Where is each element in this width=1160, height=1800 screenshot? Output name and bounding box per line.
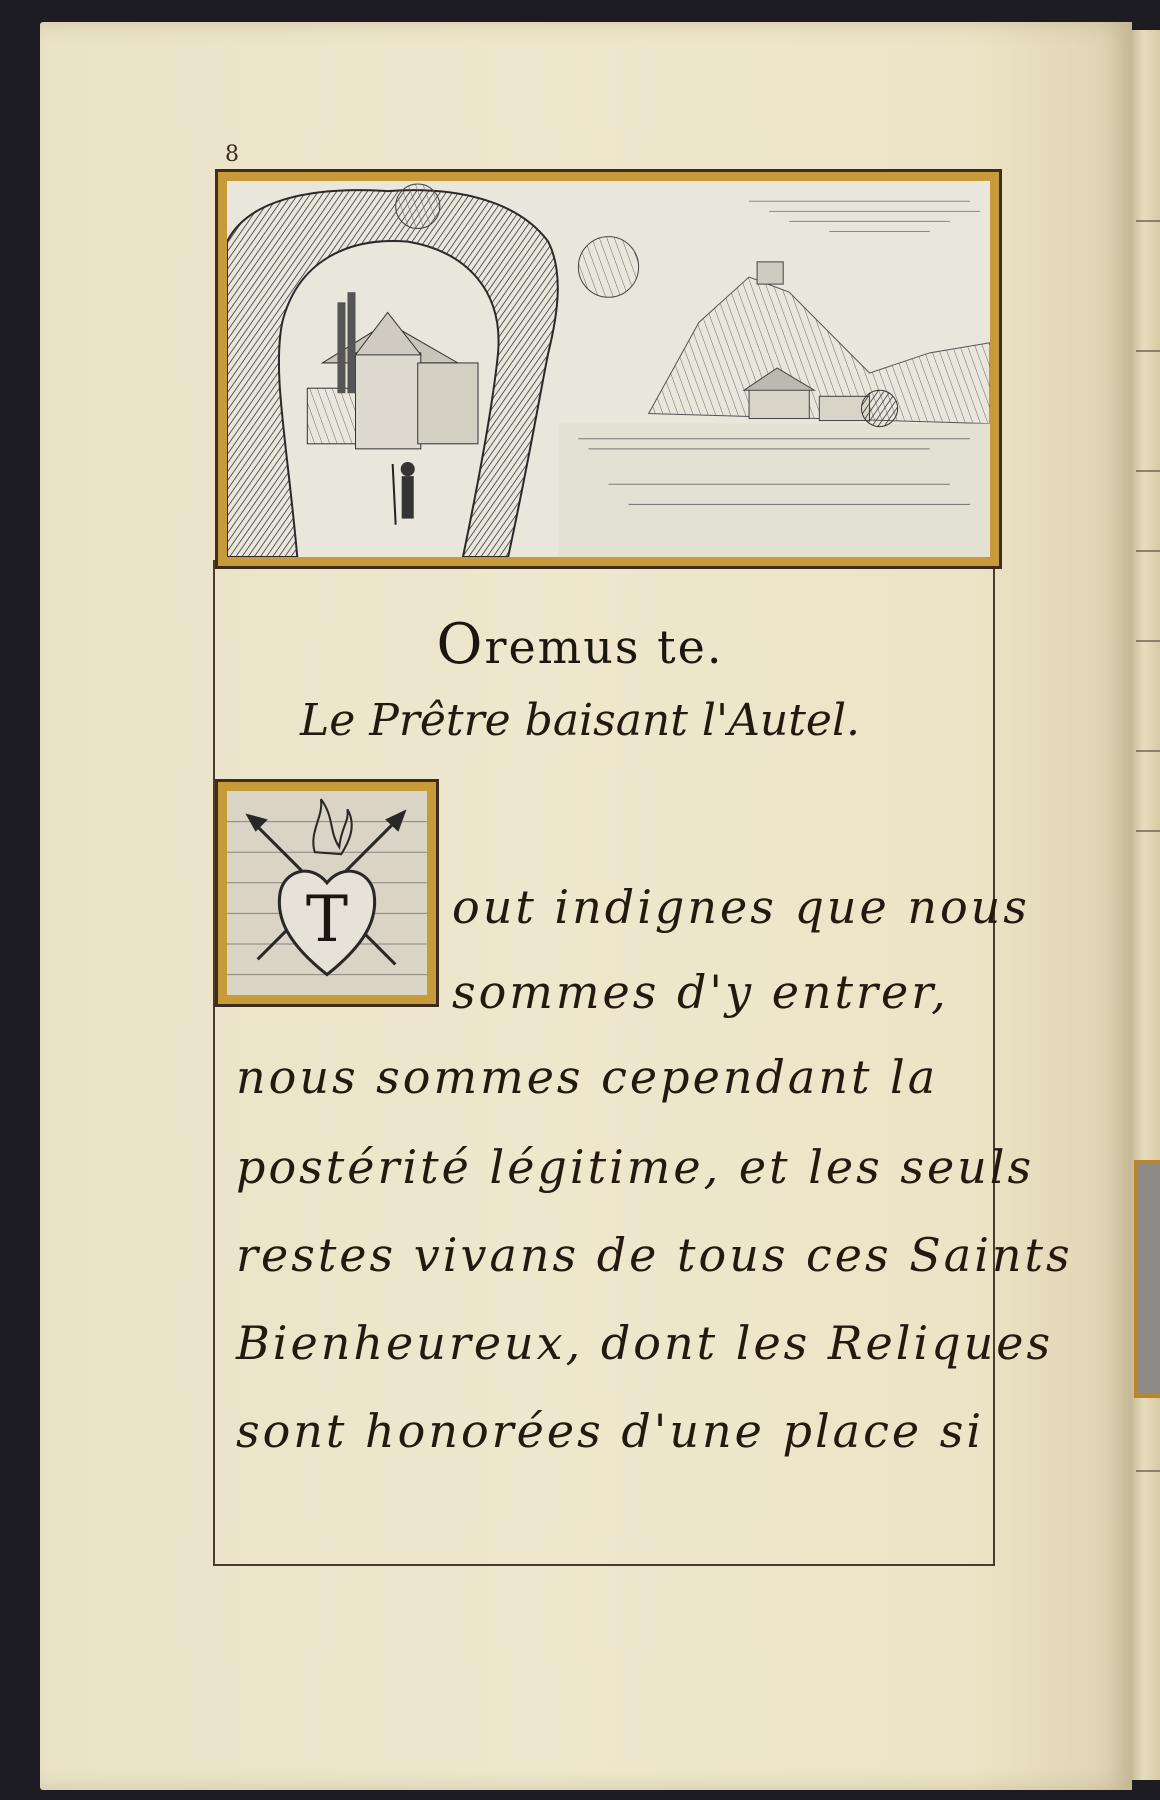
- heading-initial: O: [436, 612, 485, 677]
- text-line-3: nous sommes cependant la: [236, 1050, 939, 1104]
- text-line-6: Bienheureux, dont les Reliques: [236, 1316, 1054, 1370]
- landscape-illustration: [218, 172, 999, 566]
- text-line-1: out indignes que nous: [452, 880, 1030, 934]
- text-line-7: sont honorées d'une place si: [236, 1404, 985, 1458]
- initial-letter: T: [305, 881, 349, 956]
- heading-text: remus te.: [484, 620, 724, 674]
- text-line-5: restes vivans de tous ces Saints: [236, 1228, 1073, 1282]
- page-number: 8: [225, 142, 239, 167]
- adjacent-page-edge: [1132, 30, 1160, 1780]
- text-line-4: postérité légitime, et les seuls: [236, 1140, 1035, 1194]
- section-heading: [0, 612, 1160, 677]
- decorated-initial: [218, 782, 436, 1004]
- text-line-2: sommes d'y entrer,: [452, 965, 949, 1019]
- rubric-line: Le Prêtre baisant l'Autel.: [299, 695, 860, 746]
